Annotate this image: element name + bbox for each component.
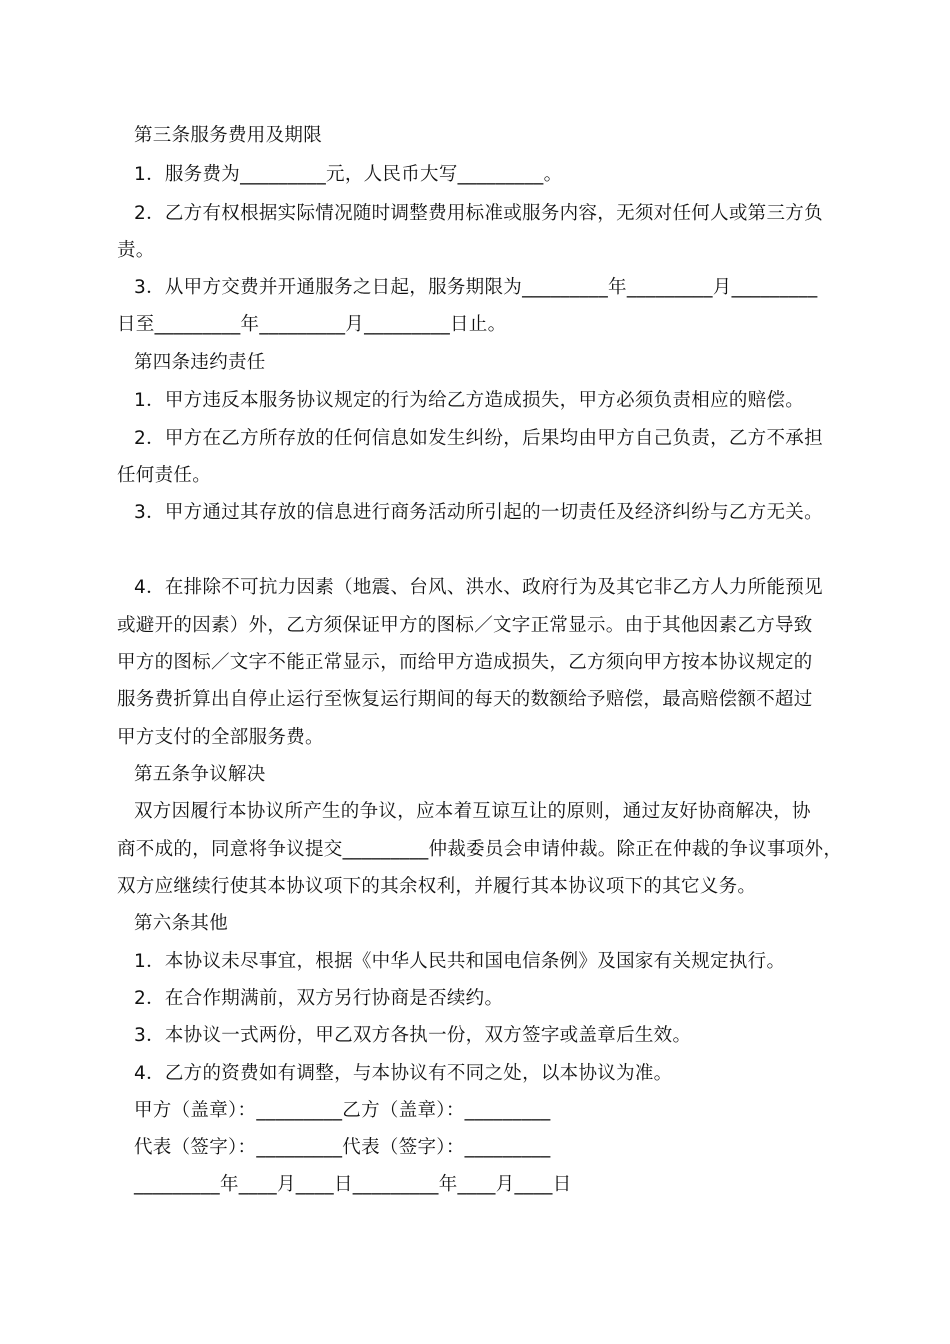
section-6-item-2: 2．在合作期满前，双方另行协商是否续约。 <box>134 988 504 1009</box>
section-5-paragraph-cont-1: 商不成的，同意将争议提交_________仲裁委员会申请仲裁。除正在仲裁的争议事项外， <box>117 839 843 860</box>
section-6-item-4: 4．乙方的资费如有调整，与本协议有不同之处，以本协议为准。 <box>134 1063 673 1084</box>
section-3-heading: 第三条服务费用及期限 <box>134 125 323 146</box>
section-3-item-1: 1．服务费为_________元，人民币大写_________。 <box>134 164 563 185</box>
section-4-item-2-cont: 任何责任。 <box>117 465 212 486</box>
section-6-heading: 第六条其他 <box>134 913 229 934</box>
section-4-item-4: 4．在排除不可抗力因素（地震、台风、洪水、政府行为及其它非乙方人力所能预见 <box>134 577 823 598</box>
section-6-item-3: 3．本协议一式两份，甲乙双方各执一份，双方签字或盖章后生效。 <box>134 1025 692 1046</box>
section-3-item-3-cont: 日至_________年_________月_________日止。 <box>117 314 507 335</box>
section-6-item-1: 1．本协议未尽事宜，根据《中华人民共和国电信条例》及国家有关规定执行。 <box>134 951 786 972</box>
signature-line: 代表（签字）：_________代表（签字）：_________ <box>134 1137 551 1158</box>
section-4-item-4-cont-2: 甲方的图标／文字不能正常显示，而给甲方造成损失，乙方须向甲方按本协议规定的 <box>117 652 813 673</box>
section-4-item-1: 1．甲方违反本服务协议规定的行为给乙方造成损失，甲方必须负责相应的赔偿。 <box>134 390 805 411</box>
section-4-item-3: 3．甲方通过其存放的信息进行商务活动所引起的一切责任及经济纠纷与乙方无关。 <box>134 502 823 523</box>
section-3-item-2: 2．乙方有权根据实际情况随时调整费用标准或服务内容，无须对任何人或第三方负 <box>134 203 823 224</box>
section-4-item-4-cont-1: 或避开的因素）外，乙方须保证甲方的图标／文字正常显示。由于其他因素乙方导致 <box>117 615 813 636</box>
seal-line: 甲方（盖章）：_________乙方（盖章）：_________ <box>134 1100 551 1121</box>
section-4-heading: 第四条违约责任 <box>134 352 266 373</box>
section-3-item-2-cont: 责。 <box>117 240 155 261</box>
section-4-item-4-cont-4: 甲方支付的全部服务费。 <box>117 727 324 748</box>
section-5-heading: 第五条争议解决 <box>134 764 266 785</box>
section-4-item-4-cont-3: 服务费折算出自停止运行至恢复运行期间的每天的数额给予赔偿，最高赔偿额不超过 <box>117 689 813 710</box>
section-5-paragraph: 双方因履行本协议所产生的争议，应本着互谅互让的原则，通过友好协商解决，协 <box>134 801 811 822</box>
section-4-item-2: 2．甲方在乙方所存放的任何信息如发生纠纷，后果均由甲方自己负责，乙方不承担 <box>134 428 823 449</box>
section-3-item-3: 3．从甲方交费并开通服务之日起，服务期限为_________年_________月_________ <box>134 277 818 298</box>
section-5-paragraph-cont-2: 双方应继续行使其本协议项下的其余权利，并履行其本协议项下的其它义务。 <box>117 876 757 897</box>
date-line: _________年____月____日_________年____月____日 <box>134 1174 572 1195</box>
